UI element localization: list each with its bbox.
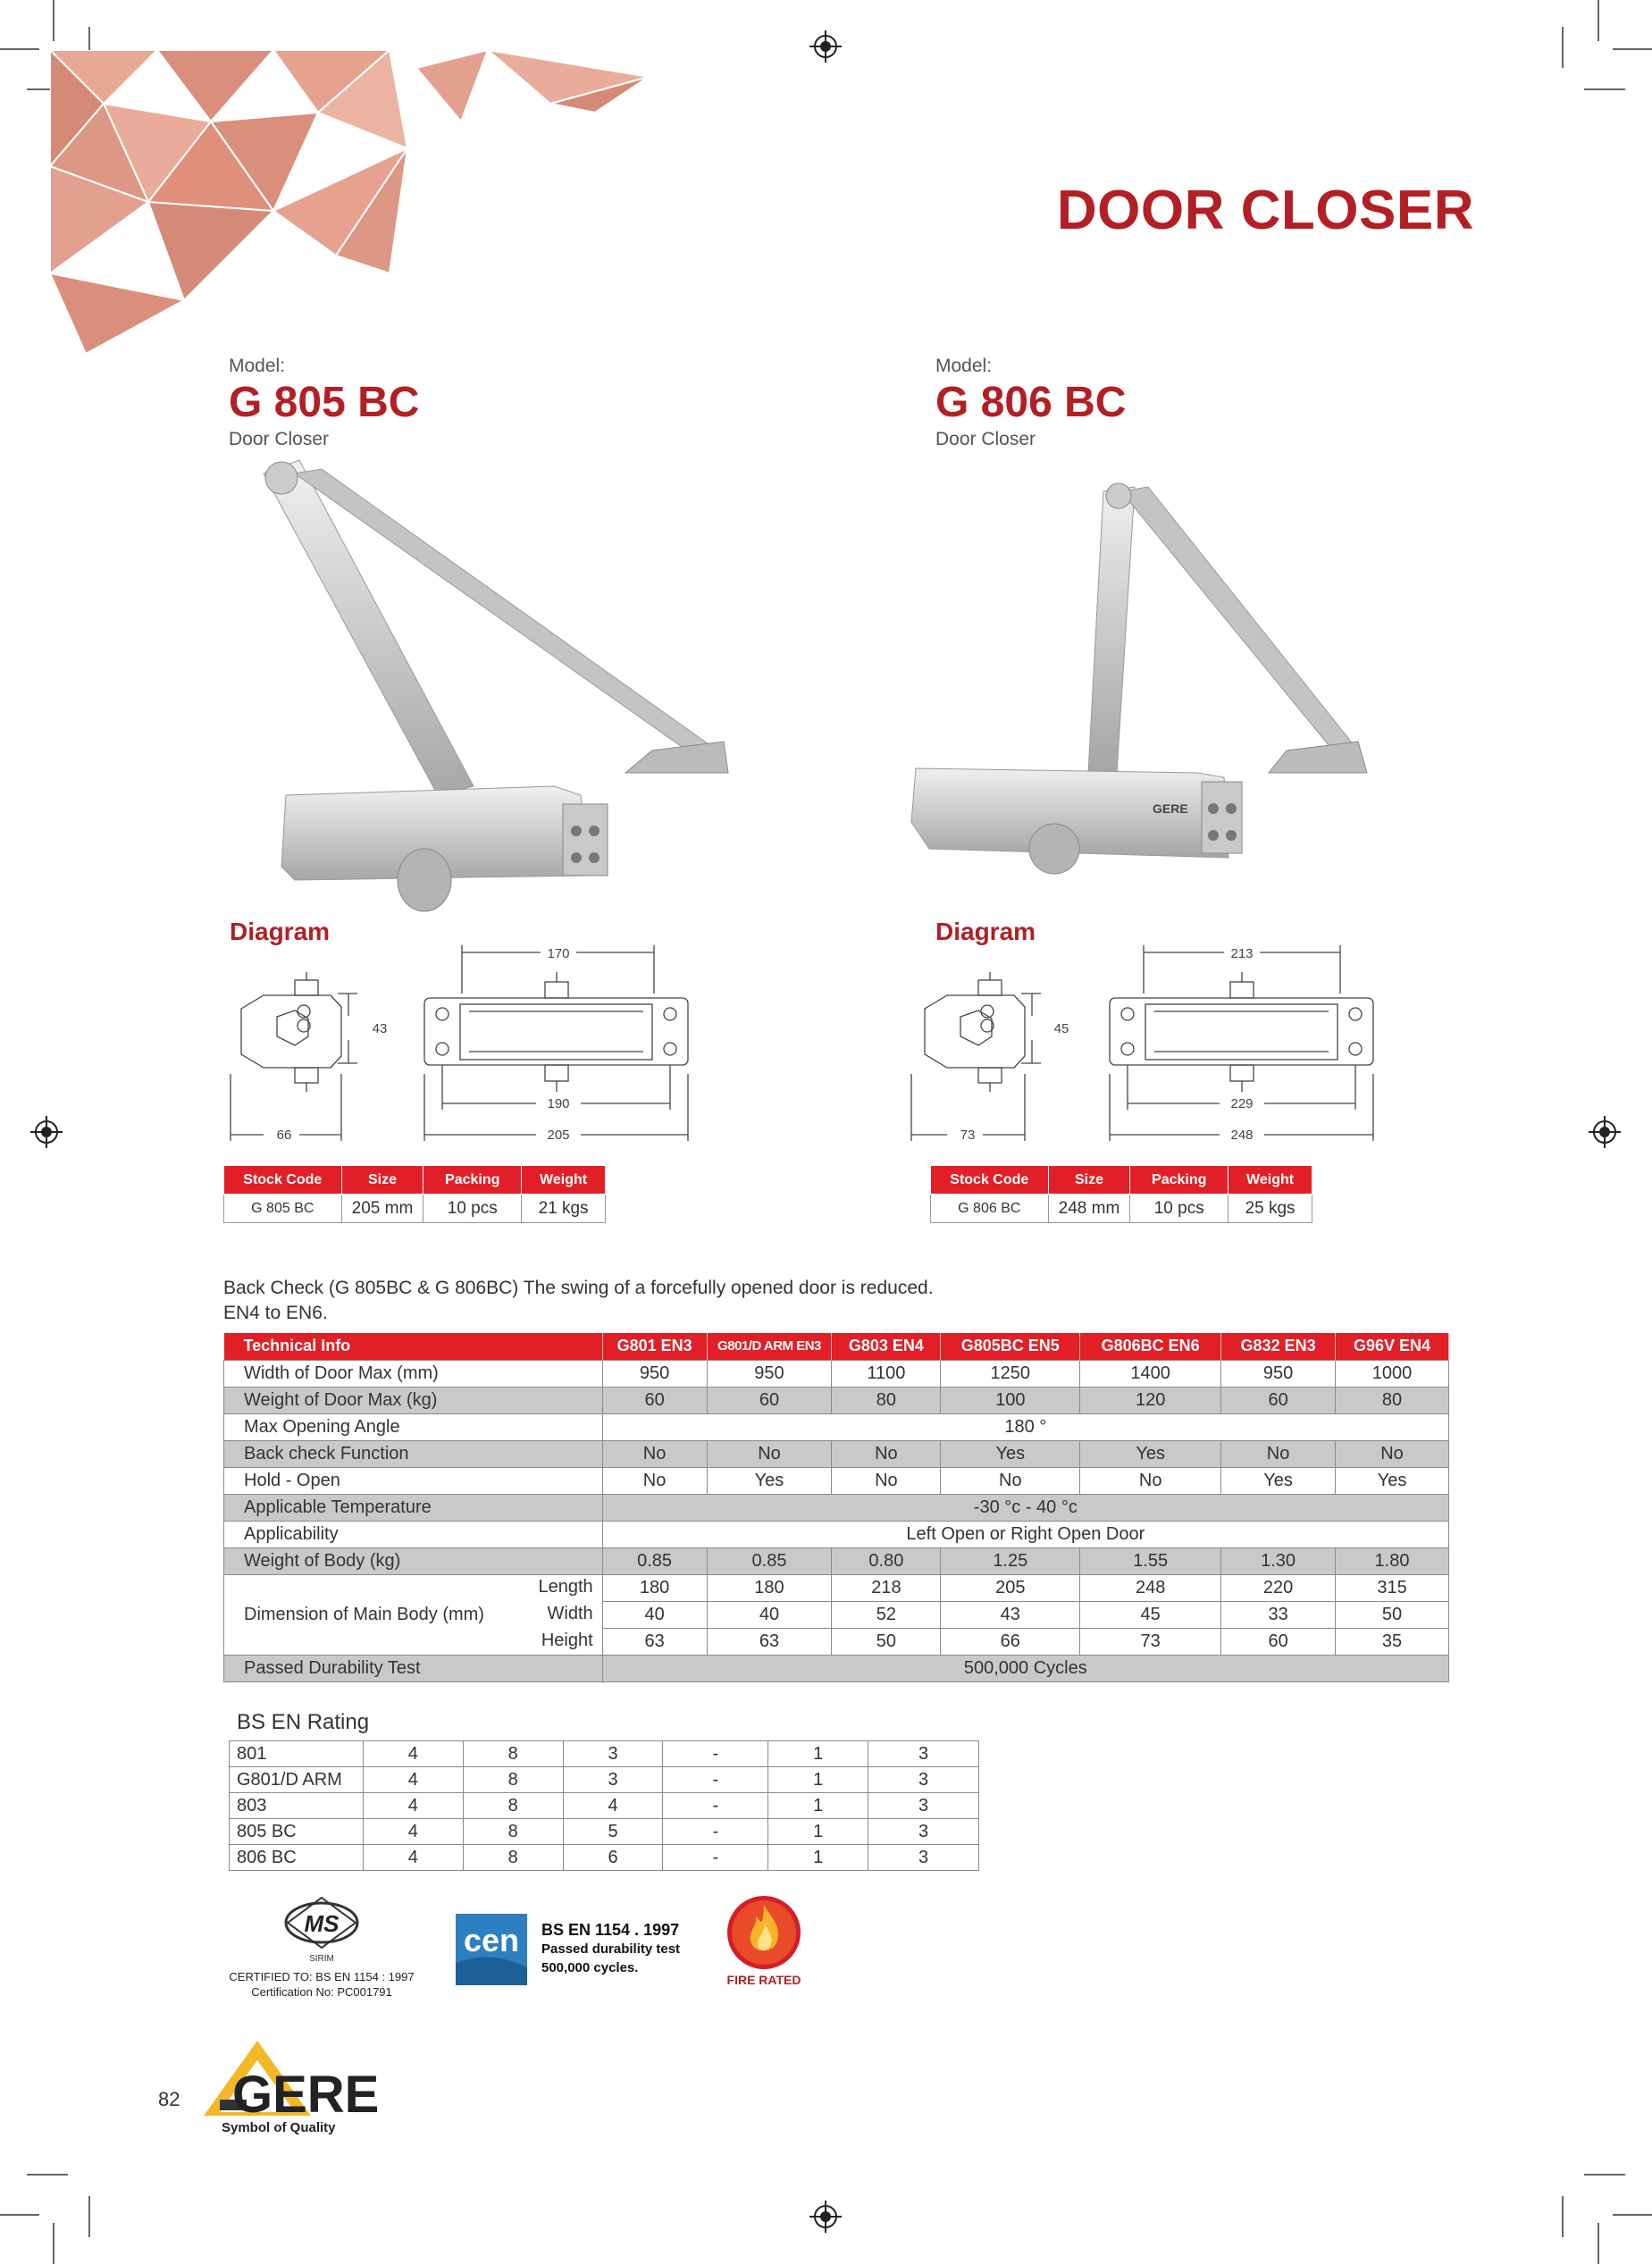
product-photo-g805: [259, 456, 742, 920]
row-label: Back check Function: [224, 1440, 603, 1467]
back-check-note: [223, 1276, 934, 1326]
cell: 3: [868, 1793, 979, 1819]
cell: 45: [1080, 1601, 1221, 1628]
technical-info-table: [223, 1333, 1449, 1682]
cell: 220: [1221, 1574, 1336, 1601]
page-title: DOOR CLOSER: [1056, 180, 1474, 241]
dim-overall: 248: [1230, 1128, 1254, 1143]
cell: 1000: [1336, 1360, 1449, 1387]
stock-code: G 806 BC: [931, 1195, 1049, 1223]
cell: No: [832, 1440, 941, 1467]
cell: 3: [868, 1819, 979, 1845]
dim-inner: 229: [1230, 1096, 1254, 1111]
cell: No: [602, 1467, 707, 1494]
cell: -30 °c - 40 °c: [602, 1494, 1448, 1521]
registration-mark-bottom: [809, 2201, 842, 2233]
cell: 248: [1080, 1574, 1221, 1601]
ms-cert-line: CERTIFIED TO: BS EN 1154 : 1997: [229, 1970, 415, 1983]
cell: 801: [230, 1741, 364, 1767]
dim-side: 73: [960, 1128, 976, 1143]
polygon-pattern: [50, 50, 658, 354]
cell: 63: [602, 1628, 707, 1655]
cell: 60: [1221, 1387, 1336, 1413]
cen-logo-icon: [456, 1914, 527, 1985]
cen-certification: [456, 1914, 724, 1985]
cell: 43: [941, 1601, 1080, 1628]
stock-header: Stock Code: [224, 1166, 342, 1195]
model-label: Model:: [229, 356, 286, 376]
cell: 1100: [832, 1360, 941, 1387]
cell: 52: [832, 1601, 941, 1628]
brand-name: GERE: [232, 2066, 380, 2124]
table-row: [230, 1767, 979, 1793]
ms-cert-number: Certification No: PC001791: [251, 1985, 392, 1999]
diagram-title: Diagram: [935, 918, 1036, 945]
cell: 1.30: [1221, 1547, 1336, 1574]
stock-table-g805: [223, 1165, 606, 1223]
svg-text:SIRIM: SIRIM: [309, 1954, 334, 1964]
tech-header: G832 EN3: [1221, 1333, 1336, 1360]
table-row: [230, 1793, 979, 1819]
table-row: [230, 1819, 979, 1845]
model-block-g806: [935, 356, 1126, 450]
cell: 315: [1336, 1574, 1449, 1601]
ms-logo-icon: [223, 1894, 420, 1964]
table-row: [224, 1413, 1449, 1440]
svg-text:GERE: GERE: [1153, 801, 1188, 816]
registration-mark-left: [30, 1116, 63, 1148]
bs-en-rating-table: [229, 1740, 979, 1871]
cell: 1400: [1080, 1360, 1221, 1387]
cell: 40: [707, 1601, 832, 1628]
cell: -: [663, 1767, 768, 1793]
cell: 4: [363, 1793, 463, 1819]
model-name: G 805 BC: [229, 379, 420, 426]
bs-en-title: BS EN Rating: [237, 1710, 370, 1734]
cell: 1250: [941, 1360, 1080, 1387]
cell: 1: [768, 1741, 868, 1767]
stock-packing: 10 pcs: [1130, 1195, 1229, 1223]
dim-top: 213: [1230, 946, 1254, 961]
flame-icon: [725, 1894, 802, 1971]
cell: No: [1221, 1440, 1336, 1467]
tech-header: G803 EN4: [832, 1333, 941, 1360]
cell: 5: [563, 1819, 663, 1845]
row-label: Applicable Temperature: [224, 1494, 603, 1521]
dim-height: 45: [1053, 1021, 1069, 1036]
cen-title: BS EN 1154 . 1997: [541, 1921, 680, 1939]
dim-top: 170: [547, 946, 570, 961]
stock-header: Size: [1048, 1166, 1130, 1195]
table-row: [224, 1195, 606, 1223]
cell: 205: [941, 1574, 1080, 1601]
table-row: [224, 1521, 1449, 1547]
cell: 1: [768, 1767, 868, 1793]
table-row: [224, 1440, 1449, 1467]
fire-rated-label: FIRE RATED: [726, 1973, 801, 1987]
cell: 60: [1221, 1628, 1336, 1655]
cell: 950: [707, 1360, 832, 1387]
stock-header: Stock Code: [931, 1166, 1049, 1195]
tech-header: G805BC EN5: [941, 1333, 1080, 1360]
cell: 950: [602, 1360, 707, 1387]
stock-weight: 25 kgs: [1229, 1195, 1312, 1223]
cell: 0.80: [832, 1547, 941, 1574]
model-label: Model:: [935, 356, 993, 376]
note-line: Back Check (G 805BC & G 806BC) The swing of a forcefully opened door is reduced.: [223, 1278, 934, 1298]
cell: 8: [463, 1741, 563, 1767]
cell: 950: [1221, 1360, 1336, 1387]
cell: -: [663, 1845, 768, 1871]
cell: 805 BC: [230, 1819, 364, 1845]
ms-certification: [223, 1894, 420, 2000]
svg-text:MS: MS: [304, 1910, 340, 1937]
cell: 73: [1080, 1628, 1221, 1655]
model-block-g805: [229, 356, 419, 450]
cell: 1.55: [1080, 1547, 1221, 1574]
cell: 1: [768, 1793, 868, 1819]
row-label: Width of Door Max (mm): [224, 1360, 603, 1387]
cell: 180: [707, 1574, 832, 1601]
cell: -: [663, 1741, 768, 1767]
row-label: Weight of Body (kg): [224, 1547, 603, 1574]
table-row: [224, 1467, 1449, 1494]
row-label: Dimension of Main Body (mm): [244, 1604, 484, 1624]
cell: No: [1080, 1467, 1221, 1494]
cell: No: [602, 1440, 707, 1467]
dim-height: 43: [372, 1021, 388, 1036]
cell: 66: [941, 1628, 1080, 1655]
model-subtitle: Door Closer: [229, 429, 330, 449]
stock-header: Packing: [1130, 1166, 1229, 1195]
cell: 8: [463, 1767, 563, 1793]
cen-line: 500,000 cycles.: [541, 1960, 639, 1975]
cell: 80: [832, 1387, 941, 1413]
tech-header: G801 EN3: [602, 1333, 707, 1360]
model-subtitle: Door Closer: [935, 429, 1036, 449]
tech-header: G96V EN4: [1336, 1333, 1449, 1360]
cell: Yes: [1336, 1467, 1449, 1494]
cell: 35: [1336, 1628, 1449, 1655]
cell: 33: [1221, 1601, 1336, 1628]
cell: 3: [868, 1741, 979, 1767]
cell: G801/D ARM: [230, 1767, 364, 1793]
tech-header-row: [224, 1333, 1449, 1360]
cell: 60: [602, 1387, 707, 1413]
cell: 40: [602, 1601, 707, 1628]
cell: -: [663, 1819, 768, 1845]
row-label: Hold - Open: [224, 1467, 603, 1494]
dim-overall: 205: [547, 1128, 570, 1143]
cell: Yes: [1221, 1467, 1336, 1494]
cell: 4: [563, 1793, 663, 1819]
cell: 4: [363, 1819, 463, 1845]
table-row: [224, 1655, 1449, 1681]
note-line: EN4 to EN6.: [223, 1303, 328, 1323]
cell: No: [941, 1467, 1080, 1494]
row-label: Weight of Door Max (kg): [224, 1387, 603, 1413]
technical-diagram-g806: [907, 940, 1389, 1154]
tech-header: Technical Info: [224, 1333, 603, 1360]
table-row: [230, 1741, 979, 1767]
cell: 218: [832, 1574, 941, 1601]
row-label: Passed Durability Test: [224, 1655, 603, 1681]
registration-mark-top: [809, 30, 842, 63]
cell: Yes: [1080, 1440, 1221, 1467]
cell: 1: [768, 1819, 868, 1845]
cell: 806 BC: [230, 1845, 364, 1871]
stock-header: Size: [341, 1166, 423, 1195]
cell: 3: [563, 1741, 663, 1767]
cell: 0.85: [707, 1547, 832, 1574]
stock-header: Weight: [522, 1166, 606, 1195]
cell: 3: [868, 1767, 979, 1793]
cell: No: [1336, 1440, 1449, 1467]
cell: No: [832, 1467, 941, 1494]
sublabel-height: Height: [541, 1630, 593, 1650]
dim-inner: 190: [547, 1096, 570, 1111]
cell: 8: [463, 1845, 563, 1871]
tech-header: G806BC EN6: [1080, 1333, 1221, 1360]
product-photo-g806: [902, 482, 1385, 876]
model-name: G 806 BC: [935, 379, 1127, 426]
brand-tagline: Symbol of Quality: [222, 2120, 336, 2135]
stock-packing: 10 pcs: [423, 1195, 522, 1223]
cell: 100: [941, 1387, 1080, 1413]
technical-diagram-g805: [223, 940, 706, 1154]
cell: Yes: [941, 1440, 1080, 1467]
table-row: [224, 1494, 1449, 1521]
fire-rated-badge: [715, 1894, 813, 1987]
gere-logo: [195, 2037, 409, 2135]
row-label: Applicability: [224, 1521, 603, 1547]
stock-header: Weight: [1229, 1166, 1312, 1195]
cell: 3: [563, 1767, 663, 1793]
cell: 50: [832, 1628, 941, 1655]
cell: 0.85: [602, 1547, 707, 1574]
cell: 803: [230, 1793, 364, 1819]
dim-side: 66: [276, 1128, 292, 1143]
sublabel-length: Length: [538, 1576, 593, 1597]
table-row: [224, 1547, 1449, 1574]
cell: 8: [463, 1819, 563, 1845]
cell: 50: [1336, 1601, 1449, 1628]
cell: 180 °: [602, 1413, 1448, 1440]
cen-line: Passed durability test: [541, 1941, 681, 1957]
diagram-title: Diagram: [230, 918, 331, 945]
table-row: [224, 1387, 1449, 1413]
cell: 4: [363, 1845, 463, 1871]
stock-size: 205 mm: [341, 1195, 423, 1223]
registration-mark-right: [1589, 1116, 1621, 1148]
cell: Left Open or Right Open Door: [602, 1521, 1448, 1547]
tech-header: G801/D ARM EN3: [707, 1333, 832, 1360]
cell: 4: [363, 1741, 463, 1767]
cell: 3: [868, 1845, 979, 1871]
cell: 80: [1336, 1387, 1449, 1413]
cell: 4: [363, 1767, 463, 1793]
svg-text:cen: cen: [463, 1922, 520, 1958]
row-label: Max Opening Angle: [224, 1413, 603, 1440]
sublabel-width: Width: [547, 1603, 593, 1623]
cell: 6: [563, 1845, 663, 1871]
cell: Yes: [707, 1467, 832, 1494]
cell: 500,000 Cycles: [602, 1655, 1448, 1681]
cell: 1.25: [941, 1547, 1080, 1574]
stock-weight: 21 kgs: [522, 1195, 606, 1223]
cell: 180: [602, 1574, 707, 1601]
stock-table-g806: [930, 1165, 1312, 1223]
stock-header: Packing: [423, 1166, 522, 1195]
stock-code: G 805 BC: [224, 1195, 342, 1223]
cell: -: [663, 1793, 768, 1819]
cell: 60: [707, 1387, 832, 1413]
cell: 1.80: [1336, 1547, 1449, 1574]
table-row: [224, 1574, 1449, 1601]
table-row: [931, 1195, 1312, 1223]
dimension-cell: [224, 1574, 603, 1655]
cell: 63: [707, 1628, 832, 1655]
table-row: [224, 1360, 1449, 1387]
cell: No: [707, 1440, 832, 1467]
cell: 8: [463, 1793, 563, 1819]
cell: 1: [768, 1845, 868, 1871]
page-number: 82: [158, 2088, 180, 2110]
table-row: [230, 1845, 979, 1871]
cell: 120: [1080, 1387, 1221, 1413]
stock-size: 248 mm: [1048, 1195, 1130, 1223]
